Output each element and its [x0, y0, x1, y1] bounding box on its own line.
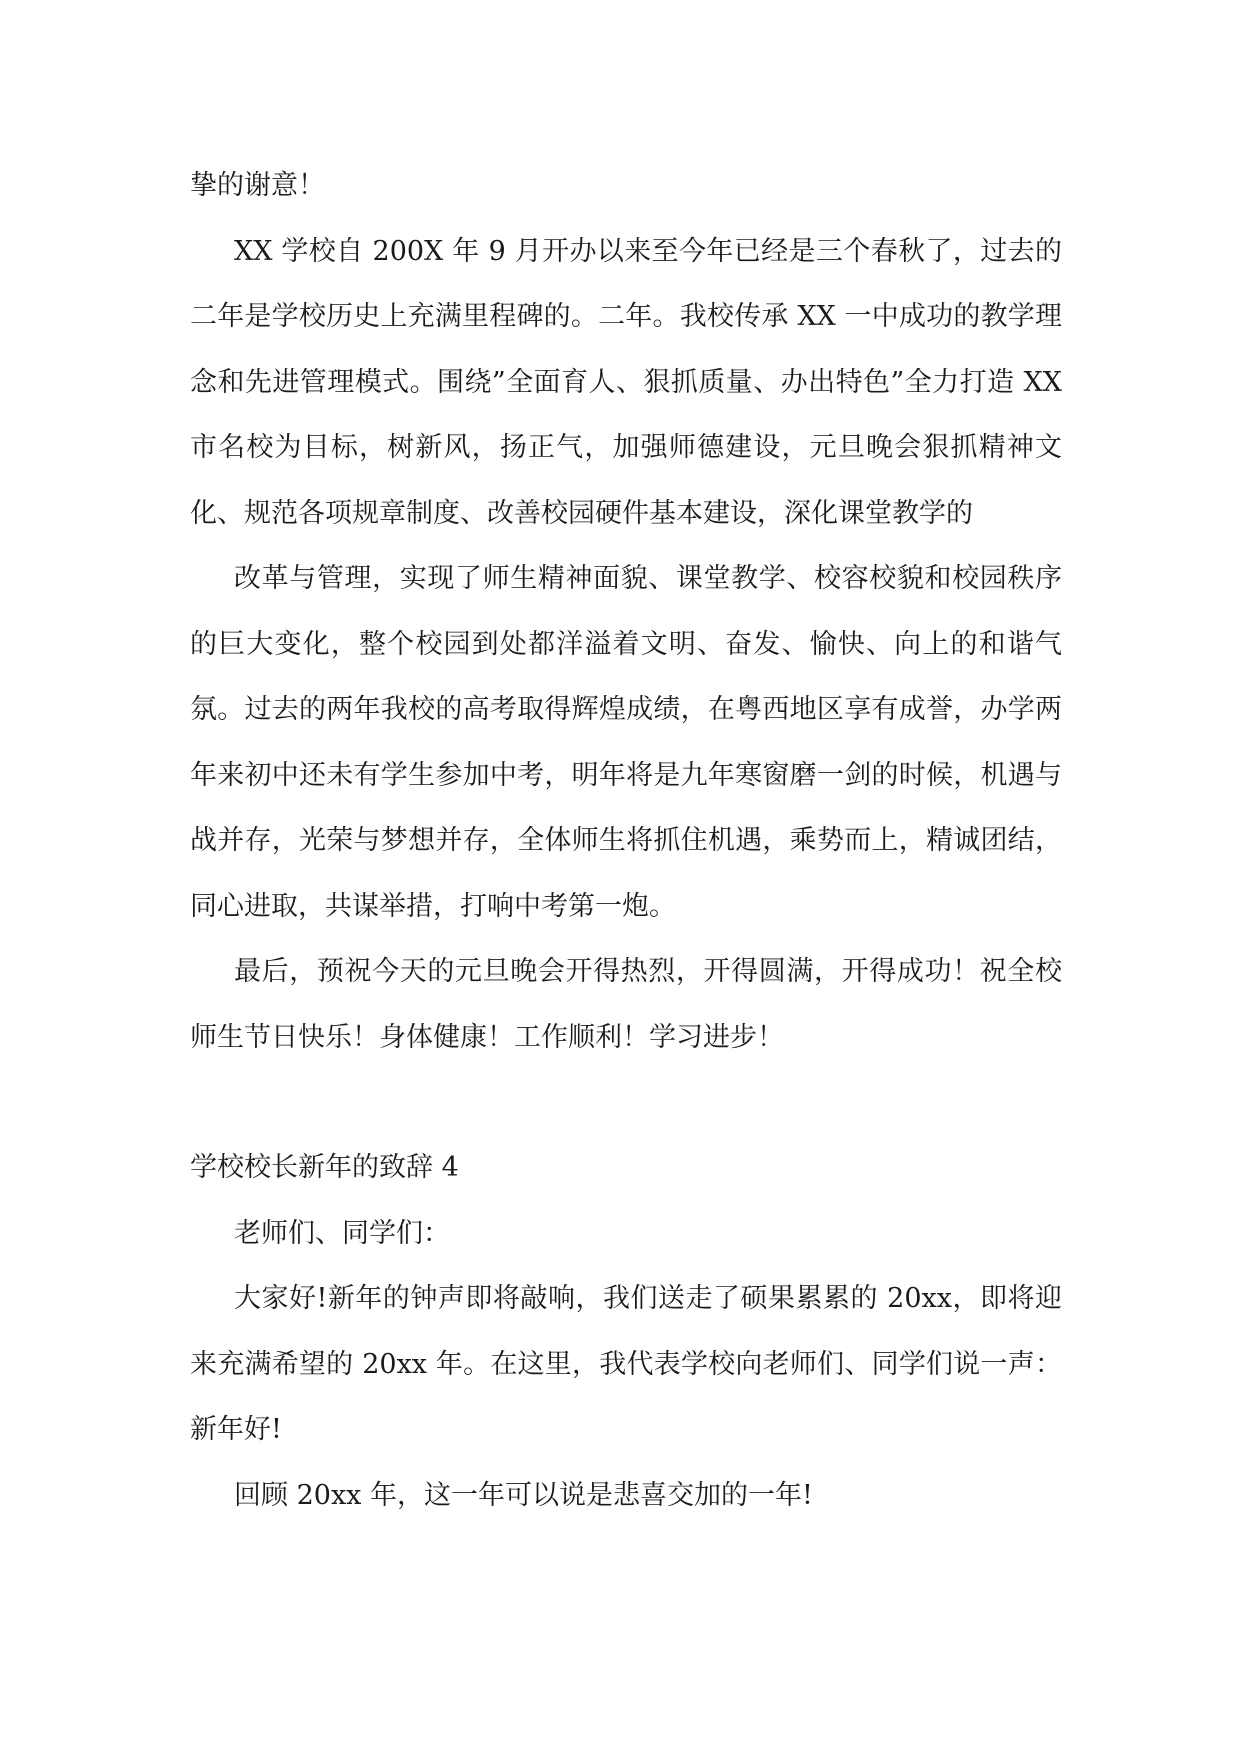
paragraph-reform-results: 改革与管理，实现了师生精神面貌、课堂教学、校容校貌和校园秩序的巨大变化，整个校园到处都洋溢着文明、奋发、愉快、向上的和谐气氛。过去的两年我校的高考取得辉煌成绩，在粤西地区享有成誉，办学两年来初中还未有学生参加中考，明年将是九年寒窗磨一剑的时候，机遇与战并存，光荣与梦想并存，全体师生将抓住机遇，乘势而上，精诚团结，同心进取，共谋举措，打响中考第一炮。 [190, 563, 1062, 922]
paragraph-wishes: 最后，预祝今天的元旦晚会开得热烈，开得圆满，开得成功！祝全校师生节日快乐！身体健康！工作顺利！学习进步！ [190, 956, 1062, 1053]
paragraph-review: 回顾 20xx 年，这一年可以说是悲喜交加的一年! [234, 1479, 813, 1511]
section-title: 学校校长新年的致辞 4 [190, 1152, 459, 1183]
paragraph-greeting: 老师们、同学们： [234, 1217, 450, 1249]
document-body [190, 153, 1062, 1528]
paragraph-closing-thanks: 挚的谢意！ [190, 170, 325, 201]
paragraph-new-year: 大家好!新年的钟声即将敲响，我们送走了硕果累累的 20xx，即将迎来充满希望的 20xx 年。在这里，我代表学校向老师们、同学们说一声：新年好! [190, 1283, 1062, 1445]
paragraph-school-history: XX 学校自 200X 年 9 月开办以来至今年已经是三个春秋了，过去的二年是学校历史上充满里程碑的。二年。我校传承 XX 一中成功的教学理念和先进管理模式。围绕”全面育人、狠抓质量、办出特色”全力打造 XX 市名校为目标，树新风，扬正气，加强师德建设，元旦晚会狠抓精神文化、规范各项规章制度、改善校园硬件基本建设，深化课堂教学的 [190, 235, 1062, 529]
